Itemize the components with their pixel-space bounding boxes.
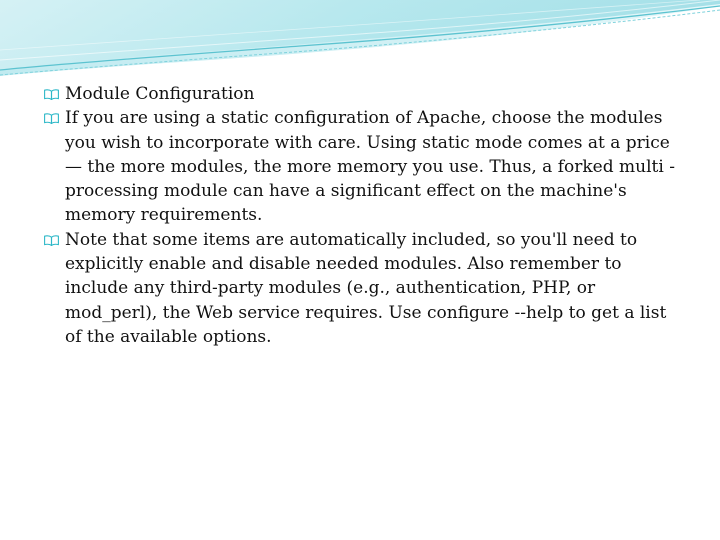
- bullet-text: Note that some items are automatically included, so you'll need to explicitly enable and disable needed modules. Also remember to include any third-party modules (e.g., authentication, PHP, or mod_perl), the Web service requires. Use configure --help to get a list of the available options.: [65, 229, 667, 347]
- book-icon: [44, 113, 59, 124]
- bullet-text: Module Configuration: [65, 84, 255, 104]
- book-icon: [44, 235, 59, 246]
- bullet-text: If you are using a static configuration of Apache, choose the modules you wish to incorporate with care. Using static mode comes at a price — the more modules, the more memory you use. Thus, a forked multi -processing module can have a significant effect on the machine's memory requirements.: [65, 108, 675, 226]
- book-icon: [44, 89, 59, 100]
- bullet-item: [44, 106, 684, 227]
- bullet-item: [44, 82, 684, 106]
- bullet-item: [44, 228, 684, 349]
- bullet-list: [44, 82, 684, 349]
